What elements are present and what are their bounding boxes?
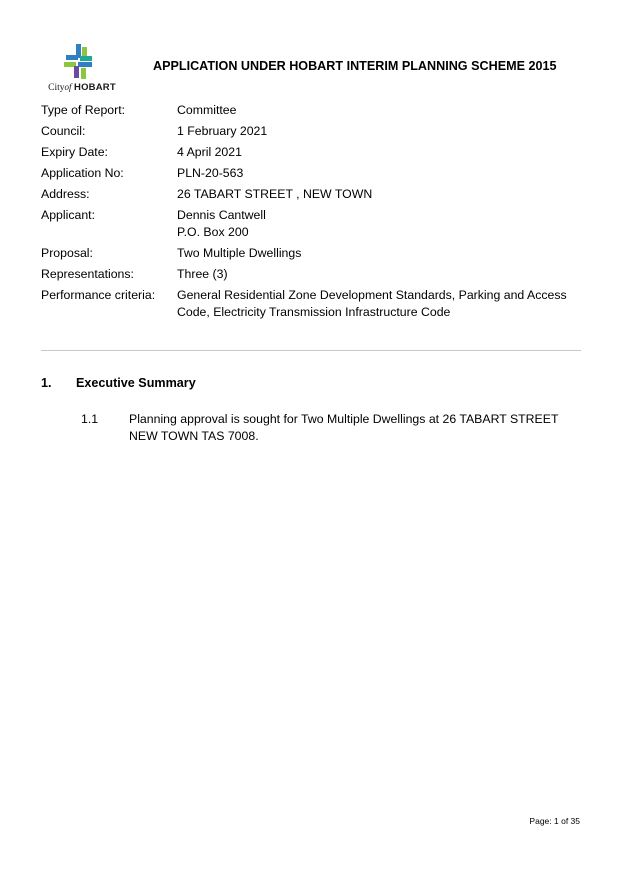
field-value-line: P.O. Box 200	[177, 225, 249, 239]
logo-of-text: of	[64, 82, 72, 92]
field-row	[41, 186, 581, 203]
field-value	[177, 186, 581, 203]
field-label: Application No:	[41, 166, 124, 180]
field-row	[41, 245, 581, 262]
report-details	[41, 102, 581, 325]
city-of-hobart-logo	[44, 44, 120, 96]
field-row	[41, 287, 581, 321]
field-value	[177, 102, 581, 119]
field-value-line: 4 April 2021	[177, 145, 242, 159]
field-value-line: 26 TABART STREET , NEW TOWN	[177, 187, 373, 201]
field-value	[177, 287, 581, 321]
field-row	[41, 207, 581, 241]
paragraph-line: Planning approval is sought for Two Multiple Dwellings at 26 TABART STREET	[129, 412, 559, 426]
field-value	[177, 207, 581, 241]
field-value-line: Three (3)	[177, 267, 228, 281]
field-label: Representations:	[41, 267, 134, 281]
paragraph-text	[129, 411, 581, 445]
logo-bar	[81, 68, 86, 79]
field-row	[41, 144, 581, 161]
logo-wordmark	[44, 82, 120, 93]
paragraph-number: 1.1	[81, 412, 99, 426]
logo-name-text: HOBART	[74, 82, 116, 93]
field-value	[177, 144, 581, 161]
section-title: Executive Summary	[76, 376, 196, 390]
logo-bar	[78, 62, 92, 67]
paragraph	[81, 411, 581, 445]
hobart-logo-mark-icon	[62, 44, 100, 82]
section-divider	[41, 350, 581, 351]
document-title: APPLICATION UNDER HOBART INTERIM PLANNING SCHEME 2015	[153, 59, 557, 73]
field-label: Type of Report:	[41, 103, 126, 117]
field-label: Applicant:	[41, 208, 96, 222]
paragraph-line: NEW TOWN TAS 7008.	[129, 429, 259, 443]
field-label: Proposal:	[41, 246, 93, 260]
field-value	[177, 266, 581, 283]
field-value-line: PLN-20-563	[177, 166, 244, 180]
field-row	[41, 266, 581, 283]
field-value-line: Committee	[177, 103, 237, 117]
field-label: Performance criteria:	[41, 288, 156, 302]
field-value	[177, 245, 581, 262]
field-value	[177, 123, 581, 140]
field-row	[41, 165, 581, 182]
field-value-line: Dennis Cantwell	[177, 208, 266, 222]
field-value-line: 1 February 2021	[177, 124, 268, 138]
field-label: Expiry Date:	[41, 145, 108, 159]
logo-bar	[82, 47, 87, 56]
logo-city-text: City	[48, 83, 65, 93]
logo-bar	[80, 56, 92, 61]
logo-bar	[74, 66, 79, 78]
page-number: Page: 1 of 35	[529, 816, 580, 826]
field-row	[41, 102, 581, 119]
field-value-line: Code, Electricity Transmission Infrastructure Code	[177, 305, 451, 319]
logo-bar	[66, 55, 78, 60]
section-heading	[41, 376, 196, 390]
field-label: Address:	[41, 187, 90, 201]
field-value-line: Two Multiple Dwellings	[177, 246, 302, 260]
field-row	[41, 123, 581, 140]
field-value	[177, 165, 581, 182]
field-label: Council:	[41, 124, 86, 138]
section-number: 1.	[41, 376, 52, 390]
field-value-line: General Residential Zone Development Standards, Parking and Access	[177, 288, 567, 302]
